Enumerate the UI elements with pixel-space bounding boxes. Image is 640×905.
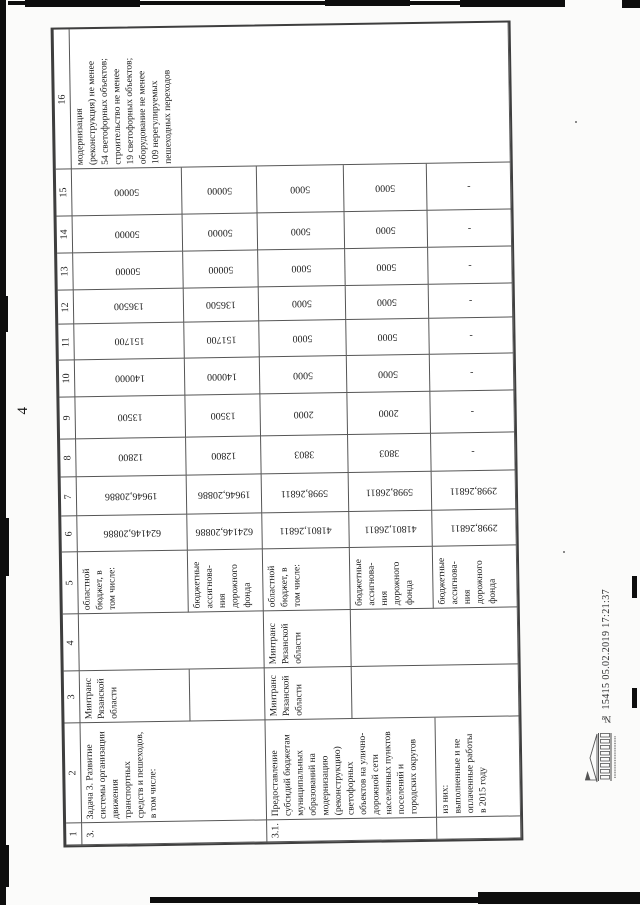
scan-edge-top-blob [325,0,410,6]
scan-edge-right-tick [632,688,637,708]
cell-row3-dorfond-col15: 50000 [182,166,258,214]
scan-edge-bottom [150,897,505,903]
cell-iznih-col8: - [431,432,516,471]
cell-row3-col4-empty [79,611,265,671]
scan-speck [563,551,565,553]
col-header-10: 10 [59,360,76,397]
cell-row1-empty [437,816,521,839]
col-header-3: 3 [64,671,81,723]
col-header-13: 13 [57,253,74,290]
cell-row3-executor-col3: Минтранс Рязанской области [80,670,191,724]
cell-row31-dorfond-col7: 5998,26811 [349,472,433,512]
col-header-6: 6 [61,516,78,552]
cell-col4-empty-right [351,607,519,667]
cell-row3-name: Задача 3. Развитие системы организации движения транспортных средств и пешеходов, в том числе: [81,720,268,823]
col-header-9: 9 [59,397,76,439]
cell-row31-executor-col4: Минтранс Рязанской области [264,610,352,668]
cell-row31-col6: 41801,26811 [262,512,350,549]
cell-row31-dorfond-col11: 5000 [346,319,430,356]
cell-iznih-col13: - [428,246,513,284]
cell-row3-target-note [70,22,511,169]
cell-row31-col11: 5000 [259,320,347,357]
cell-col3-empty-right [352,664,520,719]
col-header-1: 1 [66,823,82,845]
cell-row3-col15: 50000 [72,168,183,217]
col-header-11: 11 [58,324,75,360]
cell-iznih-col9: - [430,390,515,433]
cell-row31-budget-label: областной бюджет, в том числе: [263,548,351,611]
cell-row3-dorfond-col8: 12800 [186,436,262,475]
cell-row31-dorfond-col9: 2000 [347,392,431,435]
cell-row3-dorfond-col13: 50000 [183,250,259,288]
cell-iznih-col14: - [428,209,513,247]
col-header-12: 12 [58,290,75,324]
cell-iznih-col12: - [429,283,514,318]
cell-row3-col11: 151700 [74,323,185,361]
cell-iznih-col6: 2998,26811 [432,509,517,546]
cell-row31-col7: 5998,26811 [262,473,350,513]
scan-edge-left-blob [0,845,9,887]
cell-row3-dorfond-col12: 136500 [184,287,260,322]
cell-row31-col12: 5000 [259,286,347,321]
scan-edge-left-blob [0,296,8,332]
cell-row31-col8: 3803 [261,435,349,474]
cell-iznih-col11: - [429,317,514,354]
cell-row31-num: 3.1. [267,818,437,843]
scan-edge-bottom-corner [478,892,640,904]
scan-edge-top-blob [25,0,140,7]
page-number: 4 [15,407,31,415]
col-header-8: 8 [60,439,77,477]
cell-row3-dorfond-label: бюджетные ассигнова- ния дорожного фонда [188,549,264,612]
government-building-stamp-icon [584,726,618,788]
registration-stamp-text: № 15415 05.02.2019 17:21:37 [601,589,612,724]
cell-row31-col15: 5000 [257,165,345,213]
cell-row31-col10: 5000 [260,356,348,394]
cell-row31-col14: 5000 [258,212,346,250]
cell-row31-dorfond-col6: 41801,26811 [349,511,433,548]
cell-row31-dorfond-label: бюджетные ассигнова- ния дорожного фонда [350,547,434,610]
col-header-label: 16 [56,93,68,105]
cell-row3-col9: 13500 [75,396,186,440]
cell-iznih-col7: 2998,26811 [432,470,517,510]
cell-row3-dorfond-col14: 50000 [183,213,259,251]
scan-edge-top-corner [622,0,640,8]
cell-row31-dorfond-col8: 3803 [348,434,432,473]
cell-row3-dorfond-col10: 140000 [185,357,261,395]
col-header-5: 5 [62,552,79,614]
target-note-text: модернизация (реконструкция) не менее 54 светофорных объектов; строительство не менее 19 светофорных объектов; оборудование не менее 109 нерегулируемых пешеходных переходов [74,57,174,166]
cell-row3-col7: 19646,20886 [77,476,188,517]
cell-row31-name: Предоставление субсидий бюджетам муниципальных образований на модернизацию (реконструкцию) светофорных объектов на улично- дорожной сети населенных пунктов поселений и городских округов [265,718,437,821]
col-header-14: 14 [57,216,74,253]
cell-iznih-dorfond-label: бюджетные ассигнова- ния дорожного фонда [433,545,518,608]
cell-row3-col8: 12800 [76,438,187,478]
cell-row31-col9: 2000 [260,393,348,436]
cell-row31-col13: 5000 [258,249,346,287]
scan-speck [575,121,577,123]
cell-iznih-name: из них: выполненные и не оплаченные работы в 2015 году [435,716,521,817]
col-header-4: 4 [63,614,80,671]
cell-iznih-col15: - [427,162,512,210]
col-header-2: 2 [65,723,83,823]
cell-row3-col13: 50000 [73,252,184,291]
cell-row31-dorfond-col14: 5000 [345,211,429,249]
col-header-7: 7 [61,477,78,516]
scan-edge-top-blob [460,0,565,7]
cell-row31-executor-col3: Минтранс Рязанской области [265,667,353,720]
cell-row3-budget-label: областной бюджет, в том числе: [78,551,189,615]
cell-row3-dorfond-col3-empty [190,668,266,721]
col-header-15: 15 [56,169,73,216]
cell-row3-col10: 140000 [75,359,186,398]
cell-row3-col6: 624146,20886 [77,515,188,553]
cell-row31-dorfond-col12: 5000 [346,285,430,320]
cell-row3-num: 3. [82,820,267,845]
cell-row3-dorfond-col9: 13500 [185,394,261,437]
cell-iznih-col10: - [430,353,515,391]
cell-row31-dorfond-col10: 5000 [347,355,431,393]
cell-row3-col12: 136500 [74,289,185,325]
scan-edge-left-blob [0,518,9,576]
cell-row31-dorfond-col15: 5000 [344,164,428,212]
cell-row3-dorfond-col6: 624146,20886 [187,513,263,550]
scan-edge-left [0,0,6,905]
cell-row3-dorfond-col11: 151700 [184,321,260,358]
scan-edge-right-tick [632,576,637,598]
cell-row31-dorfond-col13: 5000 [345,248,429,286]
program-table [51,20,524,847]
cell-row3-dorfond-col7: 19646,20886 [187,474,263,514]
cell-row3-col14: 50000 [73,215,184,254]
